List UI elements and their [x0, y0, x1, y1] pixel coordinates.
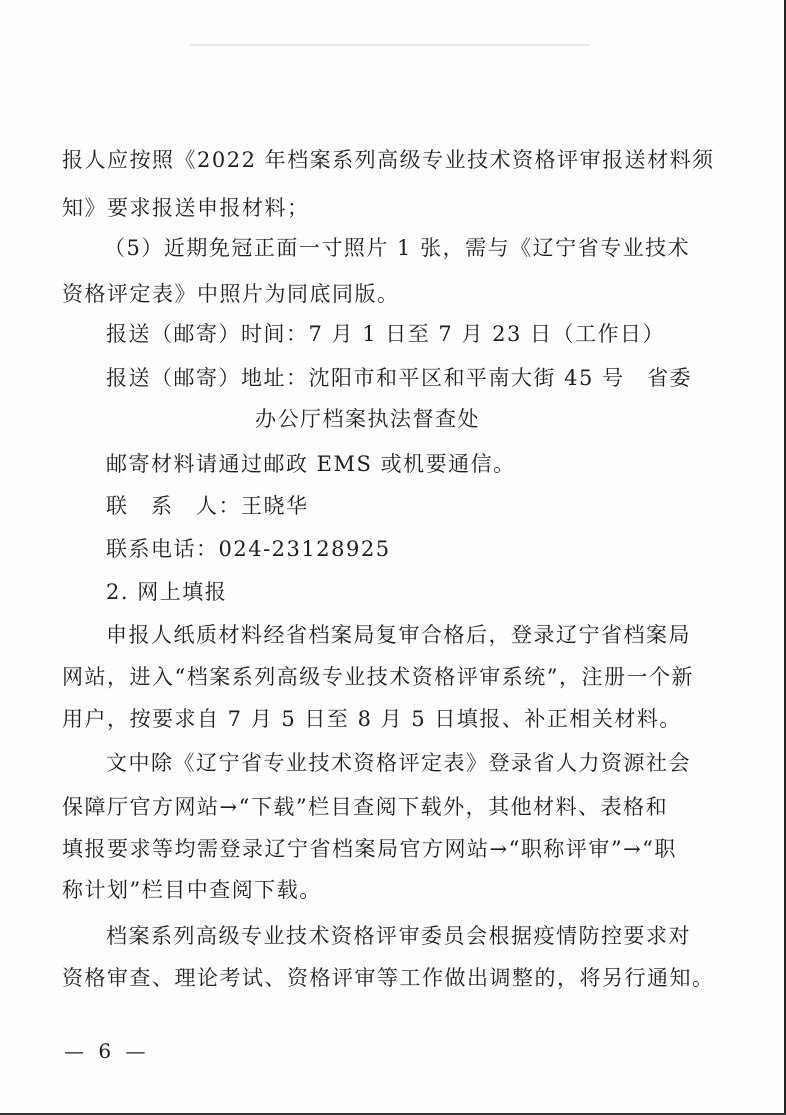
text-line: 报人应按照《2022 年档案系列高级专业技术资格评审报送材料须: [62, 148, 715, 172]
text-line: 办公厅档案执法督查处: [255, 407, 480, 431]
contact-person: 联 系 人：王晓华: [106, 494, 309, 518]
contact-phone: 联系电话：024-23128925: [106, 537, 391, 561]
text-line: 文中除《辽宁省专业技术资格评定表》登录省人力资源社会: [106, 751, 691, 775]
text-line: 资格评定表》中照片为同底同版。: [62, 282, 400, 306]
section-heading: 2. 网上填报: [106, 580, 228, 604]
text-line: 保障厅官方网站→“下载”栏目查阅下载外，其他材料、表格和: [62, 795, 669, 819]
text-line: 用户，按要求自 7 月 5 日至 8 月 5 日填报、补正相关材料。: [62, 707, 682, 731]
text-line: 网站，进入“档案系列高级专业技术资格评审系统”，注册一个新: [62, 665, 694, 689]
text-line: （5）近期免冠正面一寸照片 1 张，需与《辽宁省专业技术: [104, 236, 691, 260]
text-line: 称计划”栏目中查阅下载。: [62, 878, 322, 902]
text-line: 报送（邮寄）时间：7 月 1 日至 7 月 23 日（工作日）: [106, 322, 666, 346]
text-line: 档案系列高级专业技术资格评审委员会根据疫情防控要求对: [106, 924, 691, 948]
text-line: 资格审查、理论考试、资格评审等工作做出调整的，将另行通知。: [62, 966, 715, 990]
text-line: 申报人纸质材料经省档案局复审合格后，登录辽宁省档案局: [106, 623, 691, 647]
scan-line: [190, 44, 590, 46]
text-line: 报送（邮寄）地址：沈阳市和平区和平南大街 45 号 省委: [106, 366, 693, 390]
text-line: 邮寄材料请通过邮政 EMS 或机要通信。: [106, 452, 516, 476]
text-line: 知》要求报送申报材料；: [62, 196, 310, 220]
page-number: — 6 —: [64, 1039, 150, 1063]
text-line: 填报要求等均需登录辽宁省档案局官方网站→“职称评审”→“职: [62, 837, 677, 861]
